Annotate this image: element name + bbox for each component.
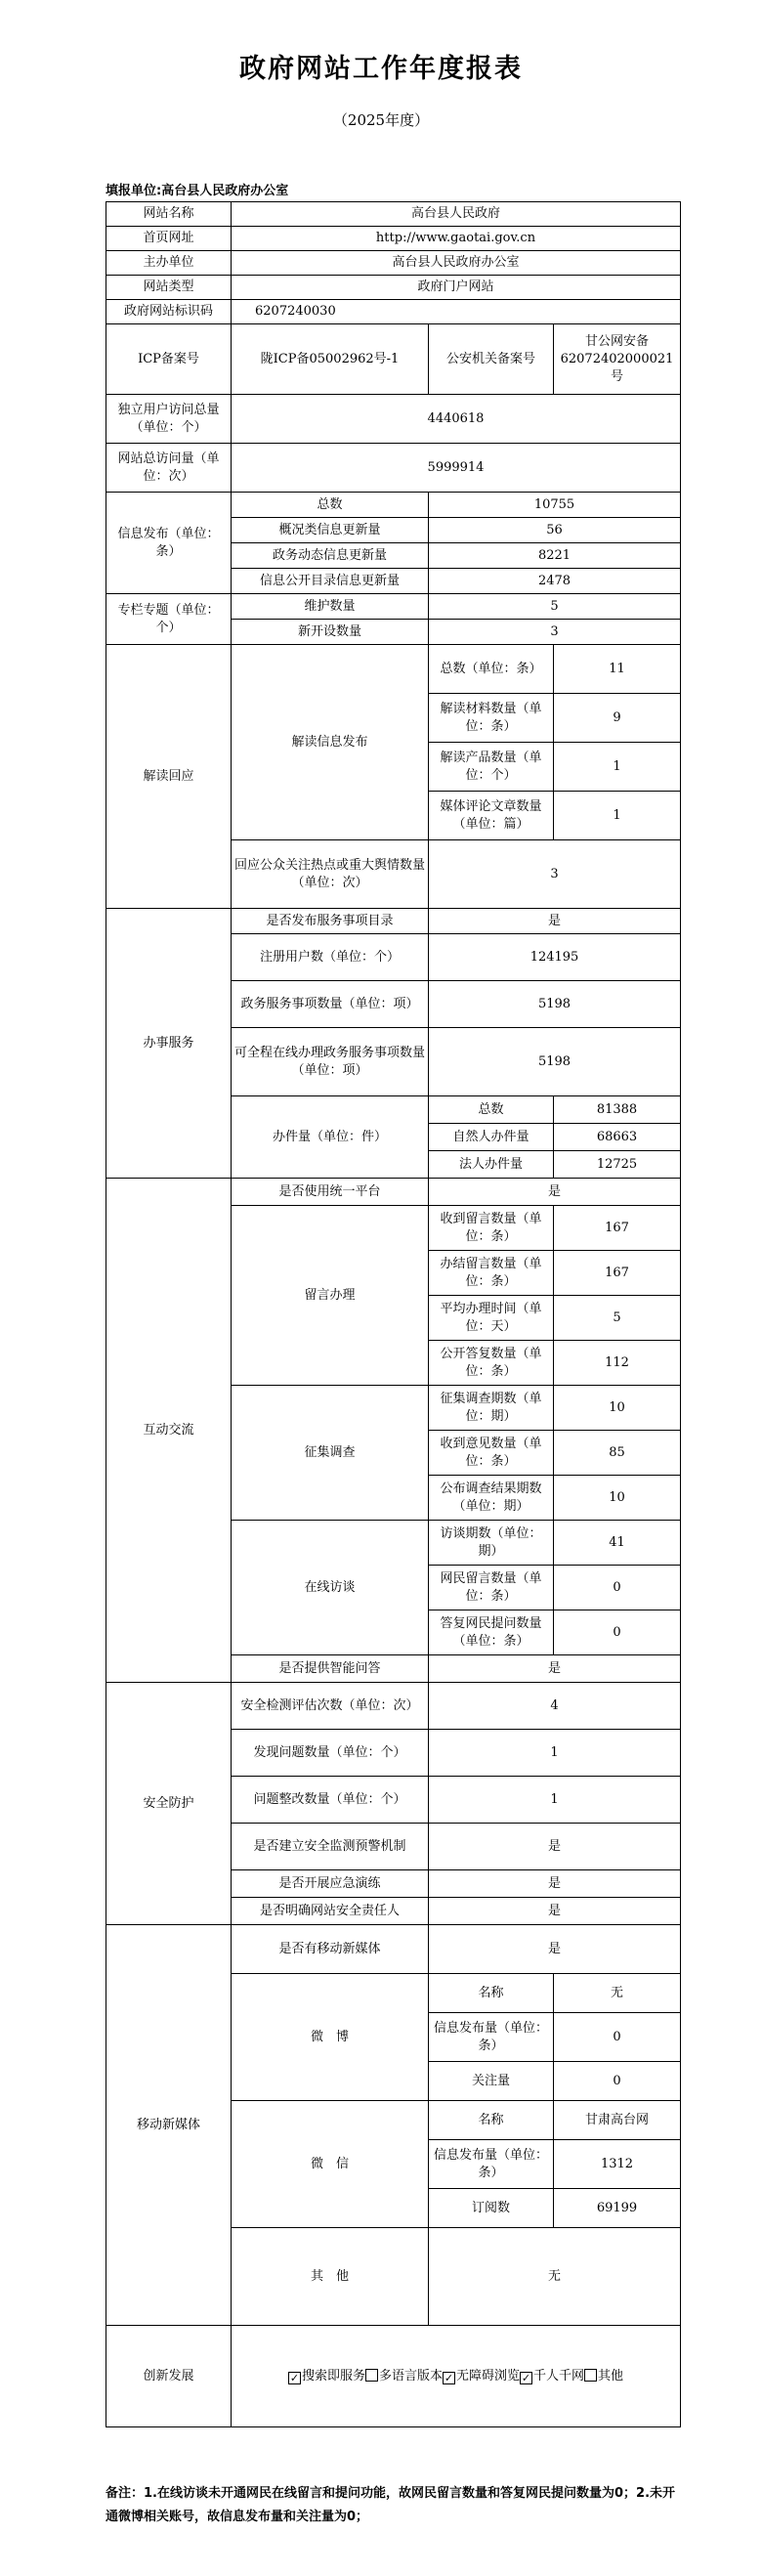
interact-platform: 是 — [429, 1179, 681, 1206]
site-type: 政府门户网站 — [232, 276, 681, 300]
service-cases-legal-label: 法人办件量 — [429, 1151, 554, 1179]
site-name: 高台县人民政府 — [232, 202, 681, 227]
interpret-product: 1 — [554, 743, 681, 792]
msg-done: 167 — [554, 1251, 681, 1296]
site-name-label: 网站名称 — [106, 202, 232, 227]
interpret-label: 解读回应 — [106, 645, 232, 909]
service-cases-total: 81388 — [554, 1096, 681, 1124]
msg-recv: 167 — [554, 1206, 681, 1251]
talk-msg-label: 网民留言数量（单位：条） — [429, 1566, 554, 1610]
security-monitor: 是 — [429, 1824, 681, 1870]
survey-result-label: 公布调查结果期数（单位：期） — [429, 1476, 554, 1521]
checkbox-icon[interactable] — [365, 2369, 378, 2382]
interpret-total: 11 — [554, 645, 681, 694]
interpret-material: 9 — [554, 694, 681, 743]
column-new-label: 新开设数量 — [232, 620, 429, 645]
security-owner: 是 — [429, 1898, 681, 1925]
talk-msg: 0 — [554, 1566, 681, 1610]
msg-label: 留言办理 — [232, 1206, 429, 1386]
info-disclosure-label: 信息公开目录信息更新量 — [232, 569, 429, 594]
mobile-has: 是 — [429, 1925, 681, 1974]
service-users: 124195 — [429, 934, 681, 981]
service-cases-total-label: 总数 — [429, 1096, 554, 1124]
interact-platform-label: 是否使用统一平台 — [232, 1179, 429, 1206]
interpret-total-label: 总数（单位：条） — [429, 645, 554, 694]
wechat-subs-label: 订阅数 — [429, 2189, 554, 2228]
host-unit: 高台县人民政府办公室 — [232, 251, 681, 276]
msg-done-label: 办结留言数量（单位：条） — [429, 1251, 554, 1296]
survey-count: 10 — [554, 1386, 681, 1431]
innovation-option[interactable] — [520, 2369, 584, 2383]
police-label: 公安机关备案号 — [429, 324, 554, 395]
info-dynamic: 8221 — [429, 543, 681, 569]
security-fixed-label: 问题整改数量（单位：个） — [232, 1777, 429, 1824]
column-maintain-label: 维护数量 — [232, 594, 429, 620]
security-monitor-label: 是否建立安全监测预警机制 — [232, 1824, 429, 1870]
talk-count-label: 访谈期数（单位：期） — [429, 1521, 554, 1566]
innovation-options — [232, 2326, 681, 2427]
weibo-label: 微 博 — [232, 1974, 429, 2101]
security-owner-label: 是否明确网站安全责任人 — [232, 1898, 429, 1925]
info-dynamic-label: 政务动态信息更新量 — [232, 543, 429, 569]
innovation-option-label: 多语言版本 — [378, 2368, 443, 2383]
interpret-material-label: 解读材料数量（单位：条） — [429, 694, 554, 743]
service-catalog-label: 是否发布服务事项目录 — [232, 909, 429, 934]
survey-opinion-label: 收到意见数量（单位：条） — [429, 1431, 554, 1476]
security-check: 4 — [429, 1683, 681, 1730]
site-id: 6207240030 — [232, 300, 681, 324]
service-catalog: 是 — [429, 909, 681, 934]
report-table — [106, 201, 681, 2427]
innovation-option-label: 其他 — [598, 2368, 624, 2383]
survey-result: 10 — [554, 1476, 681, 1521]
innovation-option-label: 千人千网 — [533, 2368, 585, 2383]
interpret-respond: 3 — [429, 840, 681, 909]
wechat-posts: 1312 — [554, 2140, 681, 2189]
mobile-label: 移动新媒体 — [106, 1925, 232, 2326]
checkbox-icon[interactable]: ✓ — [521, 2371, 531, 2384]
info-overview-label: 概况类信息更新量 — [232, 518, 429, 543]
msg-days: 5 — [554, 1296, 681, 1341]
security-fixed: 1 — [429, 1777, 681, 1824]
service-cases-person: 68663 — [554, 1124, 681, 1151]
service-cases-legal: 12725 — [554, 1151, 681, 1179]
service-cases-label: 办件量（单位：件） — [232, 1096, 429, 1179]
interpret-release-label: 解读信息发布 — [232, 645, 429, 840]
column-maintain: 5 — [429, 594, 681, 620]
msg-recv-label: 收到留言数量（单位：条） — [429, 1206, 554, 1251]
wechat-label: 微 信 — [232, 2101, 429, 2228]
wechat-subs: 69199 — [554, 2189, 681, 2228]
smart-qa: 是 — [429, 1655, 681, 1683]
site-id-label: 政府网站标识码 — [106, 300, 232, 324]
pv-value: 5999914 — [232, 444, 681, 493]
msg-public: 112 — [554, 1341, 681, 1386]
weibo-posts-label: 信息发布量（单位：条） — [429, 2013, 554, 2062]
service-items-label: 政务服务事项数量（单位：项） — [232, 981, 429, 1028]
report-title: 政府网站工作年度报表 — [239, 54, 523, 84]
info-total-label: 总数 — [232, 493, 429, 518]
info-total: 10755 — [429, 493, 681, 518]
innovation-option[interactable] — [584, 2369, 623, 2383]
innovation-option[interactable] — [443, 2369, 520, 2383]
security-label: 安全防护 — [106, 1683, 232, 1925]
innovation-option-label: 无障碍浏览 — [456, 2368, 521, 2383]
homepage-url: http://www.gaotai.gov.cn — [232, 227, 681, 251]
info-disclosure: 2478 — [429, 569, 681, 594]
column-label: 专栏专题（单位：个） — [106, 594, 232, 645]
police-number: 甘公网安备62072402000021号 — [554, 324, 681, 395]
survey-opinion: 85 — [554, 1431, 681, 1476]
talk-count: 41 — [554, 1521, 681, 1566]
uv-label: 独立用户访问总量（单位：个） — [106, 395, 232, 444]
security-found-label: 发现问题数量（单位：个） — [232, 1730, 429, 1777]
wechat-name: 甘肃高台网 — [554, 2101, 681, 2140]
innovation-option[interactable] — [288, 2369, 365, 2383]
smart-qa-label: 是否提供智能问答 — [232, 1655, 429, 1683]
report-year: （2025年度） — [332, 111, 430, 129]
host-label: 主办单位 — [106, 251, 232, 276]
filing-unit: 填报单位:高台县人民政府办公室 — [106, 184, 289, 198]
uv-value: 4440618 — [232, 395, 681, 444]
info-overview: 56 — [429, 518, 681, 543]
msg-public-label: 公开答复数量（单位：条） — [429, 1341, 554, 1386]
service-users-label: 注册用户数（单位：个） — [232, 934, 429, 981]
security-drill-label: 是否开展应急演练 — [232, 1870, 429, 1898]
mobile-other-label: 其 他 — [232, 2228, 429, 2326]
talk-label: 在线访谈 — [232, 1521, 429, 1655]
icp-label: ICP备案号 — [106, 324, 232, 395]
service-label: 办事服务 — [106, 909, 232, 1179]
wechat-name-label: 名称 — [429, 2101, 554, 2140]
wechat-posts-label: 信息发布量（单位：条） — [429, 2140, 554, 2189]
column-new: 3 — [429, 620, 681, 645]
homepage-label: 首页网址 — [106, 227, 232, 251]
checkbox-icon[interactable]: ✓ — [289, 2371, 300, 2384]
weibo-follow: 0 — [554, 2062, 681, 2101]
weibo-name-label: 名称 — [429, 1974, 554, 2013]
service-online-label: 可全程在线办理政务服务事项数量（单位：项） — [232, 1028, 429, 1096]
interpret-media-label: 媒体评论文章数量（单位：篇） — [429, 792, 554, 840]
interact-label: 互动交流 — [106, 1179, 232, 1683]
security-drill: 是 — [429, 1870, 681, 1898]
talk-reply-label: 答复网民提问数量（单位：条） — [429, 1610, 554, 1655]
weibo-posts: 0 — [554, 2013, 681, 2062]
innovation-option[interactable] — [365, 2369, 443, 2383]
info-label: 信息发布（单位：条） — [106, 493, 232, 594]
interpret-media: 1 — [554, 792, 681, 840]
checkbox-icon[interactable]: ✓ — [444, 2371, 454, 2384]
remarks: 备注：1.在线访谈未开通网民在线留言和提问功能，故网民留言数量和答复网民提问数量为0；2.未开通微博相关账号，故信息发布量和关注量为0； — [106, 2486, 676, 2524]
interpret-respond-label: 回应公众关注热点或重大舆情数量（单位：次） — [232, 840, 429, 909]
security-found: 1 — [429, 1730, 681, 1777]
survey-count-label: 征集调查期数（单位：期） — [429, 1386, 554, 1431]
site-type-label: 网站类型 — [106, 276, 232, 300]
pv-label: 网站总访问量（单位：次） — [106, 444, 232, 493]
mobile-has-label: 是否有移动新媒体 — [232, 1925, 429, 1974]
checkbox-icon[interactable] — [584, 2369, 597, 2382]
service-cases-person-label: 自然人办件量 — [429, 1124, 554, 1151]
mobile-other: 无 — [429, 2228, 681, 2326]
service-items: 5198 — [429, 981, 681, 1028]
icp-number: 陇ICP备05002962号-1 — [232, 324, 429, 395]
innovation-label: 创新发展 — [106, 2326, 232, 2427]
msg-days-label: 平均办理时间（单位：天） — [429, 1296, 554, 1341]
interpret-product-label: 解读产品数量（单位：个） — [429, 743, 554, 792]
innovation-option-label: 搜索即服务 — [301, 2368, 365, 2383]
survey-label: 征集调查 — [232, 1386, 429, 1521]
weibo-name: 无 — [554, 1974, 681, 2013]
weibo-follow-label: 关注量 — [429, 2062, 554, 2101]
talk-reply: 0 — [554, 1610, 681, 1655]
service-online: 5198 — [429, 1028, 681, 1096]
security-check-label: 安全检测评估次数（单位：次） — [232, 1683, 429, 1730]
